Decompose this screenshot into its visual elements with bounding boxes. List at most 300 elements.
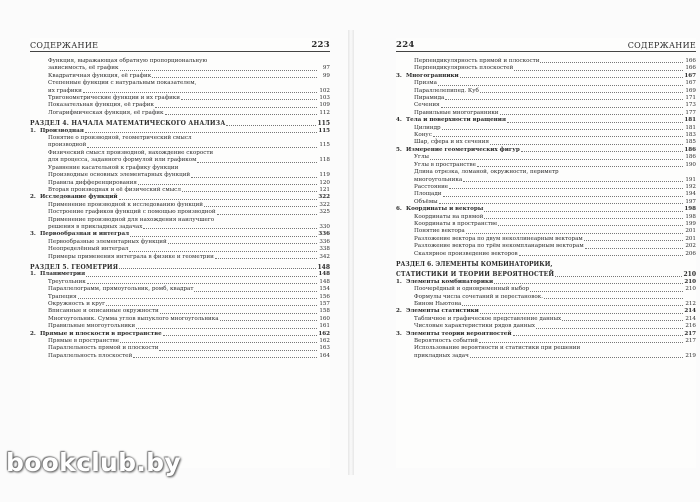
- toc-entry-title: Табличное и графическое представление данных: [414, 315, 562, 322]
- toc-entry: [30, 157, 330, 164]
- toc-dot-leader: [130, 236, 317, 237]
- toc-entry: [30, 301, 330, 308]
- toc-dot-leader: [439, 203, 683, 204]
- toc-page-number: 210: [685, 286, 696, 293]
- toc-page-number: 121: [319, 186, 330, 193]
- toc-entry-title: Параллельность плоскостей: [48, 352, 133, 359]
- toc-entry-title: Квадратичная функция, её график: [48, 72, 152, 79]
- toc-entry-title: Треугольник: [48, 278, 86, 285]
- toc-entry-title: многоугольника: [414, 176, 463, 183]
- toc-entry-title: Углы: [414, 154, 429, 161]
- toc-chapter-number: 6.: [396, 206, 402, 213]
- toc-dot-leader: [585, 248, 683, 249]
- toc-chapter-number: 2.: [30, 330, 36, 337]
- toc-entry-title: Прямые и плоскости в пространстве: [40, 330, 162, 337]
- toc-entry-text: Степенные функции с натуральным показателем,: [48, 80, 197, 87]
- toc-dot-leader: [78, 298, 317, 299]
- toc-chapter: [396, 117, 696, 124]
- toc-dot-leader: [136, 328, 317, 329]
- toc-dot-leader: [220, 320, 317, 321]
- toc-dot-leader: [463, 181, 683, 182]
- toc-entry: [30, 338, 330, 345]
- toc-entry-text: Физический смысл производной, нахождение скорости: [48, 149, 214, 156]
- toc-entry: [396, 110, 696, 117]
- toc-entry: [30, 246, 330, 253]
- toc-dot-leader: [480, 92, 683, 93]
- toc-page-number: 102: [319, 87, 330, 94]
- toc-page-number: 191: [685, 176, 696, 183]
- toc-entry: [30, 345, 330, 352]
- toc-entry-title: решения в прикладных задачах: [48, 223, 143, 230]
- toc-dot-leader: [159, 350, 317, 351]
- toc-entry-title: Понятие вектора: [414, 228, 465, 235]
- toc-chapter: [30, 194, 330, 201]
- toc-page-number: 118: [319, 157, 330, 164]
- toc-entry: [396, 294, 696, 301]
- toc-page-number: 194: [685, 191, 696, 198]
- toc-dot-leader: [152, 77, 317, 78]
- toc-entry-title: РАЗДЕЛ 4. НАЧАЛА МАТЕМАТИЧЕСКОГО АНАЛИЗА: [30, 120, 226, 128]
- toc-page-number: 115: [318, 127, 330, 134]
- toc-entry: [30, 202, 330, 209]
- right-page-number: 224: [396, 40, 415, 50]
- toc-page-number: 119: [319, 172, 330, 179]
- toc-page-number: 219: [685, 352, 696, 359]
- toc-page-number: 202: [685, 243, 696, 250]
- toc-section-heading: [396, 271, 696, 278]
- toc-dot-leader: [498, 225, 683, 226]
- toc-entry-title: Показательная функция, её график: [48, 102, 154, 109]
- toc-section-heading: [30, 264, 330, 271]
- toc-entry-title: зависимость, её график: [48, 65, 119, 72]
- toc-chapter-number: 2.: [30, 194, 36, 201]
- toc-entry-title: Координаты и векторы: [406, 206, 484, 213]
- toc-entry-text: Использование вероятности и статистики при решении: [414, 345, 581, 352]
- toc-entry-title: для процесса, заданного формулой или графиком: [48, 157, 197, 164]
- toc-dot-leader: [168, 243, 317, 244]
- toc-section-heading: РАЗДЕЛ 6. ЭЛЕМЕНТЫ КОМБИНАТОРИКИ,: [396, 260, 553, 268]
- toc-page-number: 181: [685, 124, 696, 131]
- toc-entry: [30, 172, 330, 179]
- toc-page-number: 164: [319, 352, 330, 359]
- toc-page-number: 166: [685, 65, 696, 72]
- toc-dot-leader: [536, 328, 683, 329]
- toc-entry-title: Поочерёдный и одновременный выбор: [414, 286, 530, 293]
- toc-page-number: 325: [319, 209, 330, 216]
- toc-chapter-number: 1.: [30, 127, 36, 134]
- toc-dot-leader: [494, 283, 683, 284]
- toc-dot-leader: [484, 211, 683, 212]
- toc-entry: [396, 102, 696, 109]
- toc-entry-title: Разложение вектора по трём некомпланарным векторам: [414, 243, 584, 250]
- toc-page-number: 103: [319, 95, 330, 102]
- toc-entry-title: Вписанные и описанные окружности: [48, 308, 159, 315]
- toc-entry-title: Пирамида: [414, 95, 445, 102]
- toc-entry-title: Производная: [40, 127, 84, 134]
- toc-entry: [396, 214, 696, 221]
- toc-entry-title: Координаты на прямой: [414, 213, 484, 220]
- toc-chapter-number: 3.: [30, 231, 36, 238]
- toc-chapter: [396, 331, 696, 338]
- toc-dot-leader: [138, 184, 317, 185]
- toc-entry-text: Функция, выражающая обратную пропорциональную: [48, 58, 208, 64]
- toc-dot-leader: [484, 218, 683, 219]
- toc-entry-title: Построение графиков функций с помощью производной: [48, 209, 216, 216]
- toc-chapter: [30, 331, 330, 338]
- toc-page-number: 177: [685, 109, 696, 116]
- toc-dot-leader: [519, 255, 683, 256]
- toc-dot-leader: [83, 92, 317, 93]
- toc-page-number: 199: [685, 220, 696, 227]
- toc-page-number: 167: [685, 80, 696, 87]
- toc-entry: [30, 180, 330, 187]
- toc-page-number: 181: [684, 117, 696, 124]
- toc-dot-leader: [181, 99, 317, 100]
- toc-entry: [396, 316, 696, 323]
- toc-page-number: 166: [685, 58, 696, 64]
- toc-entry-title: Применение производной к исследованию функций: [48, 201, 203, 208]
- toc-page-number: 161: [319, 323, 330, 330]
- toc-entry: [30, 142, 330, 149]
- toc-dot-leader: [204, 206, 317, 207]
- toc-dot-leader: [119, 268, 316, 269]
- toc-dot-leader: [466, 233, 683, 234]
- toc-dot-leader: [119, 199, 317, 200]
- toc-dot-leader: [442, 129, 683, 130]
- toc-entry-title: Углы в пространстве: [414, 161, 476, 168]
- toc-dot-leader: [441, 107, 683, 108]
- toc-section-heading: [30, 120, 330, 127]
- toc-entry: [396, 80, 696, 87]
- toc-entry-title: Окружность и круг: [48, 301, 106, 307]
- toc-page-number: 148: [318, 271, 330, 278]
- toc-entry-title: Планиметрия: [40, 271, 86, 278]
- toc-entry-title: Перпендикулярность плоскостей: [414, 65, 514, 72]
- toc-entry-title: Шар, сфера и их сечения: [414, 139, 489, 146]
- toc-page-number: 157: [319, 301, 330, 307]
- toc-page-number: 206: [685, 250, 696, 257]
- toc-entry: [396, 125, 696, 132]
- toc-chapter-number: 3.: [396, 72, 402, 79]
- toc-page-number: 171: [685, 95, 696, 102]
- toc-entry-title: Правильные многоугольники: [48, 323, 136, 330]
- toc-entry-title: их графики: [48, 87, 82, 94]
- toc-entry: [30, 209, 330, 216]
- toc-entry-title: Сечения: [414, 102, 440, 109]
- toc-page-number: 169: [685, 87, 696, 94]
- toc-entry-title: Производные основных элементарных функций: [48, 172, 191, 179]
- toc-entry: [30, 88, 330, 95]
- toc-entry-title: Параллельность прямой и плоскости: [48, 345, 159, 352]
- toc-entry-title: Координаты в пространстве: [414, 220, 498, 227]
- toc-entry-title: Призма: [414, 80, 437, 87]
- toc-entry: [30, 316, 330, 323]
- toc-chapter-number: 1.: [30, 271, 36, 278]
- toc-entry: [396, 251, 696, 258]
- toc-entry-title: Правила дифференцирования: [48, 179, 137, 186]
- toc-dot-leader: [445, 99, 683, 100]
- toc-entry-title: производной: [48, 142, 87, 149]
- toc-chapter-number: 5.: [396, 146, 402, 153]
- toc-entry-title: Цилиндр: [414, 124, 441, 131]
- toc-page-number: 217: [685, 338, 696, 345]
- toc-entry: [396, 221, 696, 228]
- toc-page-number: 154: [319, 286, 330, 293]
- toc-entry-title: Вторая производная и её физический смысл: [48, 186, 181, 193]
- toc-entry-title: Неопределённый интеграл: [48, 246, 129, 253]
- toc-page-number: 186: [684, 146, 696, 153]
- toc-entry-title: Бином Ньютона: [414, 301, 462, 307]
- toc-entry: [396, 199, 696, 206]
- toc-entry-title: Скалярное произведение векторов: [414, 250, 518, 257]
- toc-page-number: 201: [685, 228, 696, 235]
- bookclub-watermark: bookclub.by: [6, 448, 181, 477]
- toc-dot-leader: [197, 162, 317, 163]
- toc-page-number: 214: [685, 315, 696, 322]
- toc-page-number: 190: [685, 161, 696, 168]
- toc-dot-leader: [217, 214, 317, 215]
- toc-page-number: 158: [319, 308, 330, 315]
- toc-entry: [396, 162, 696, 169]
- toc-entry: [30, 102, 330, 109]
- toc-page-number: 210: [683, 271, 696, 279]
- toc-chapter-number: 3.: [396, 330, 402, 337]
- toc-dot-leader: [120, 70, 317, 71]
- toc-dot-leader: [443, 196, 683, 197]
- toc-entry-text: Длина отрезка, ломаной, окружности, периметр: [414, 169, 559, 176]
- toc-dot-leader: [462, 305, 683, 306]
- toc-entry-title: Формулы числа сочетаний и перестановок.: [414, 293, 544, 300]
- toc-page-number: 162: [318, 330, 330, 337]
- toc-chapter: [396, 206, 696, 213]
- toc-page-number: 198: [684, 206, 696, 213]
- toc-page-number: 342: [319, 253, 330, 260]
- toc-page-number: 120: [319, 179, 330, 186]
- toc-dot-leader: [479, 342, 683, 343]
- toc-page-number: 212: [685, 301, 696, 307]
- toc-dot-leader: [460, 77, 683, 78]
- toc-entry: [396, 301, 696, 308]
- toc-dot-leader: [477, 166, 683, 167]
- toc-dot-leader: [182, 191, 317, 192]
- toc-chapter: [30, 231, 330, 238]
- toc-entry-text: Применение производной для нахождения наилучшего: [48, 216, 215, 223]
- toc-entry-title: Тела и поверхности вращения: [406, 117, 507, 124]
- toc-entry: [396, 353, 696, 360]
- toc-dot-leader: [544, 298, 683, 299]
- toc-dot-leader: [133, 357, 317, 358]
- toc-page-number: 216: [685, 323, 696, 330]
- right-page: [396, 38, 696, 468]
- toc-entry: [30, 254, 330, 261]
- toc-entry-title: Трапеция: [48, 293, 77, 300]
- toc-dot-leader: [87, 147, 317, 148]
- toc-page-number: 162: [319, 338, 330, 345]
- toc-entry-title: Параллелограмм, прямоугольник, ромб, квадрат: [48, 286, 194, 293]
- toc-dot-leader: [562, 320, 683, 321]
- toc-entry-title: Примеры применения интеграла в физике и геометрии: [48, 253, 214, 260]
- toc-page-number: 214: [684, 308, 696, 315]
- toc-chapter-number: 1.: [396, 278, 402, 285]
- toc-page-number: 336: [319, 238, 330, 245]
- toc-page-number: 201: [685, 235, 696, 242]
- toc-entry: [30, 294, 330, 301]
- toc-dot-leader: [513, 335, 684, 336]
- toc-page-number: 115: [319, 142, 330, 149]
- toc-entry: [396, 65, 696, 72]
- toc-entry-title: Многогранники: [406, 72, 459, 79]
- left-page-number: 223: [311, 40, 330, 50]
- toc-page-number: 148: [319, 278, 330, 285]
- toc-dot-leader: [194, 291, 317, 292]
- left-toc-list: [30, 58, 330, 360]
- toc-dot-leader: [555, 276, 682, 277]
- toc-entry-title: Правильные многогранники: [414, 109, 499, 116]
- toc-page-number: 183: [685, 132, 696, 139]
- toc-page-number: 97: [322, 65, 330, 72]
- toc-dot-leader: [87, 283, 317, 284]
- toc-entry-title: Тригонометрические функции и их графики: [48, 95, 181, 102]
- toc-dot-leader: [163, 335, 317, 336]
- toc-page-number: 185: [685, 139, 696, 146]
- toc-entry: [30, 286, 330, 293]
- toc-entry-text: Уравнение касательной к графику функции: [48, 164, 179, 171]
- toc-entry-title: Расстояние: [414, 183, 449, 190]
- toc-page-number: 336: [318, 231, 330, 238]
- toc-entry-title: Объёмы: [414, 198, 438, 205]
- toc-dot-leader: [143, 228, 317, 229]
- toc-chapter: [30, 128, 330, 135]
- toc-dot-leader: [438, 85, 683, 86]
- toc-entry: [396, 323, 696, 330]
- toc-page-number: 210: [684, 278, 696, 285]
- toc-entry: [396, 228, 696, 235]
- toc-entry: [396, 184, 696, 191]
- toc-dot-leader: [226, 125, 316, 126]
- toc-page-number: 160: [319, 315, 330, 322]
- toc-entry-title: Прямые в пространстве: [48, 338, 120, 345]
- toc-dot-leader: [507, 122, 683, 123]
- toc-chapter-number: 2.: [396, 308, 402, 315]
- toc-entry-title: прикладных задач: [414, 352, 469, 359]
- toc-entry-title: Исследование функций: [40, 194, 118, 201]
- toc-entry: [396, 243, 696, 250]
- toc-page-number: 198: [685, 213, 696, 220]
- toc-dot-leader: [433, 136, 683, 137]
- toc-dot-leader: [530, 291, 683, 292]
- toc-dot-leader: [120, 342, 317, 343]
- toc-entry: [30, 65, 330, 72]
- toc-entry: [396, 58, 696, 65]
- toc-page-number: 99: [322, 72, 330, 79]
- toc-entry-title: Измерение геометрических фигур: [406, 146, 520, 153]
- toc-entry-title: Первообразные элементарных функций: [48, 238, 167, 245]
- toc-entry-title: Разложение вектора по двум неколлинеарным векторам: [414, 235, 583, 242]
- toc-dot-leader: [480, 313, 683, 314]
- toc-chapter-number: 4.: [396, 117, 402, 124]
- toc-chapter: [396, 73, 696, 80]
- toc-dot-leader: [521, 151, 683, 152]
- toc-page-number: 167: [684, 72, 696, 79]
- toc-dot-leader: [85, 132, 317, 133]
- toc-dot-leader: [584, 240, 683, 241]
- toc-dot-leader: [215, 258, 317, 259]
- toc-dot-leader: [129, 251, 317, 252]
- toc-entry-title: Элементы теории вероятностей: [406, 330, 512, 337]
- right-toc-list: [396, 58, 696, 360]
- toc-entry-title: Логарифмическая функция, её график: [48, 109, 164, 116]
- left-running-header: [30, 38, 330, 52]
- toc-dot-leader: [86, 276, 317, 277]
- toc-page-number: 156: [319, 293, 330, 300]
- toc-entry-title: Многоугольник. Сумма углов выпуклого многоугольника: [48, 315, 219, 322]
- left-header-title: СОДЕРЖАНИЕ: [30, 41, 99, 50]
- toc-entry: [396, 338, 696, 345]
- toc-dot-leader: [155, 107, 317, 108]
- toc-entry-title: Конус: [414, 132, 432, 139]
- toc-page-number: 109: [319, 102, 330, 109]
- toc-entry-title: СТАТИСТИКИ И ТЕОРИИ ВЕРОЯТНОСТЕЙ: [396, 271, 555, 279]
- toc-entry-title: Параллелепипед. Куб: [414, 87, 479, 94]
- toc-entry: [396, 95, 696, 102]
- toc-dot-leader: [514, 70, 683, 71]
- toc-dot-leader: [430, 159, 683, 160]
- right-running-header: [396, 38, 696, 52]
- toc-entry-title: Первообразная и интеграл: [40, 231, 130, 238]
- toc-entry: [30, 308, 330, 315]
- toc-page-number: 217: [684, 330, 696, 337]
- toc-page-number: 322: [318, 194, 330, 201]
- toc-dot-leader: [191, 177, 317, 178]
- toc-entry-title: Элементы статистики: [406, 308, 479, 315]
- toc-page-number: 322: [319, 201, 330, 208]
- toc-page-number: 186: [685, 154, 696, 161]
- toc-page-number: 192: [685, 183, 696, 190]
- toc-page-number: 112: [319, 109, 330, 116]
- toc-page-number: 148: [317, 263, 330, 271]
- toc-entry-text: Понятие о производной, геометрический смысл: [48, 135, 192, 142]
- toc-page-number: 330: [319, 223, 330, 230]
- toc-dot-leader: [449, 188, 683, 189]
- toc-entry: [396, 88, 696, 95]
- toc-dot-leader: [490, 144, 683, 145]
- toc-dot-leader: [470, 357, 683, 358]
- toc-page-number: 197: [685, 198, 696, 205]
- toc-page-number: 163: [319, 345, 330, 352]
- toc-page-number: 173: [685, 102, 696, 109]
- toc-page-number: 115: [317, 120, 330, 128]
- toc-entry-title: Вероятность событий: [414, 338, 479, 345]
- toc-entry: [396, 191, 696, 198]
- toc-page-number: 338: [319, 246, 330, 253]
- toc-dot-leader: [106, 305, 317, 306]
- right-header-title: СОДЕРЖАНИЕ: [627, 41, 696, 50]
- toc-entry: [396, 286, 696, 293]
- book-gutter: [348, 30, 354, 475]
- toc-entry: [30, 323, 330, 330]
- toc-dot-leader: [165, 114, 318, 115]
- toc-dot-leader: [160, 313, 317, 314]
- toc-entry-title: Площади: [414, 191, 442, 198]
- toc-entry: [396, 177, 696, 184]
- left-page: [30, 38, 330, 468]
- toc-entry-title: РАЗДЕЛ 5. ГЕОМЕТРИЯ: [30, 263, 119, 271]
- toc-entry: [30, 353, 330, 360]
- toc-chapter: [396, 147, 696, 154]
- toc-chapter: [30, 271, 330, 278]
- toc-entry-title: Числовые характеристики рядов данных: [414, 323, 536, 330]
- toc-entry: [396, 154, 696, 161]
